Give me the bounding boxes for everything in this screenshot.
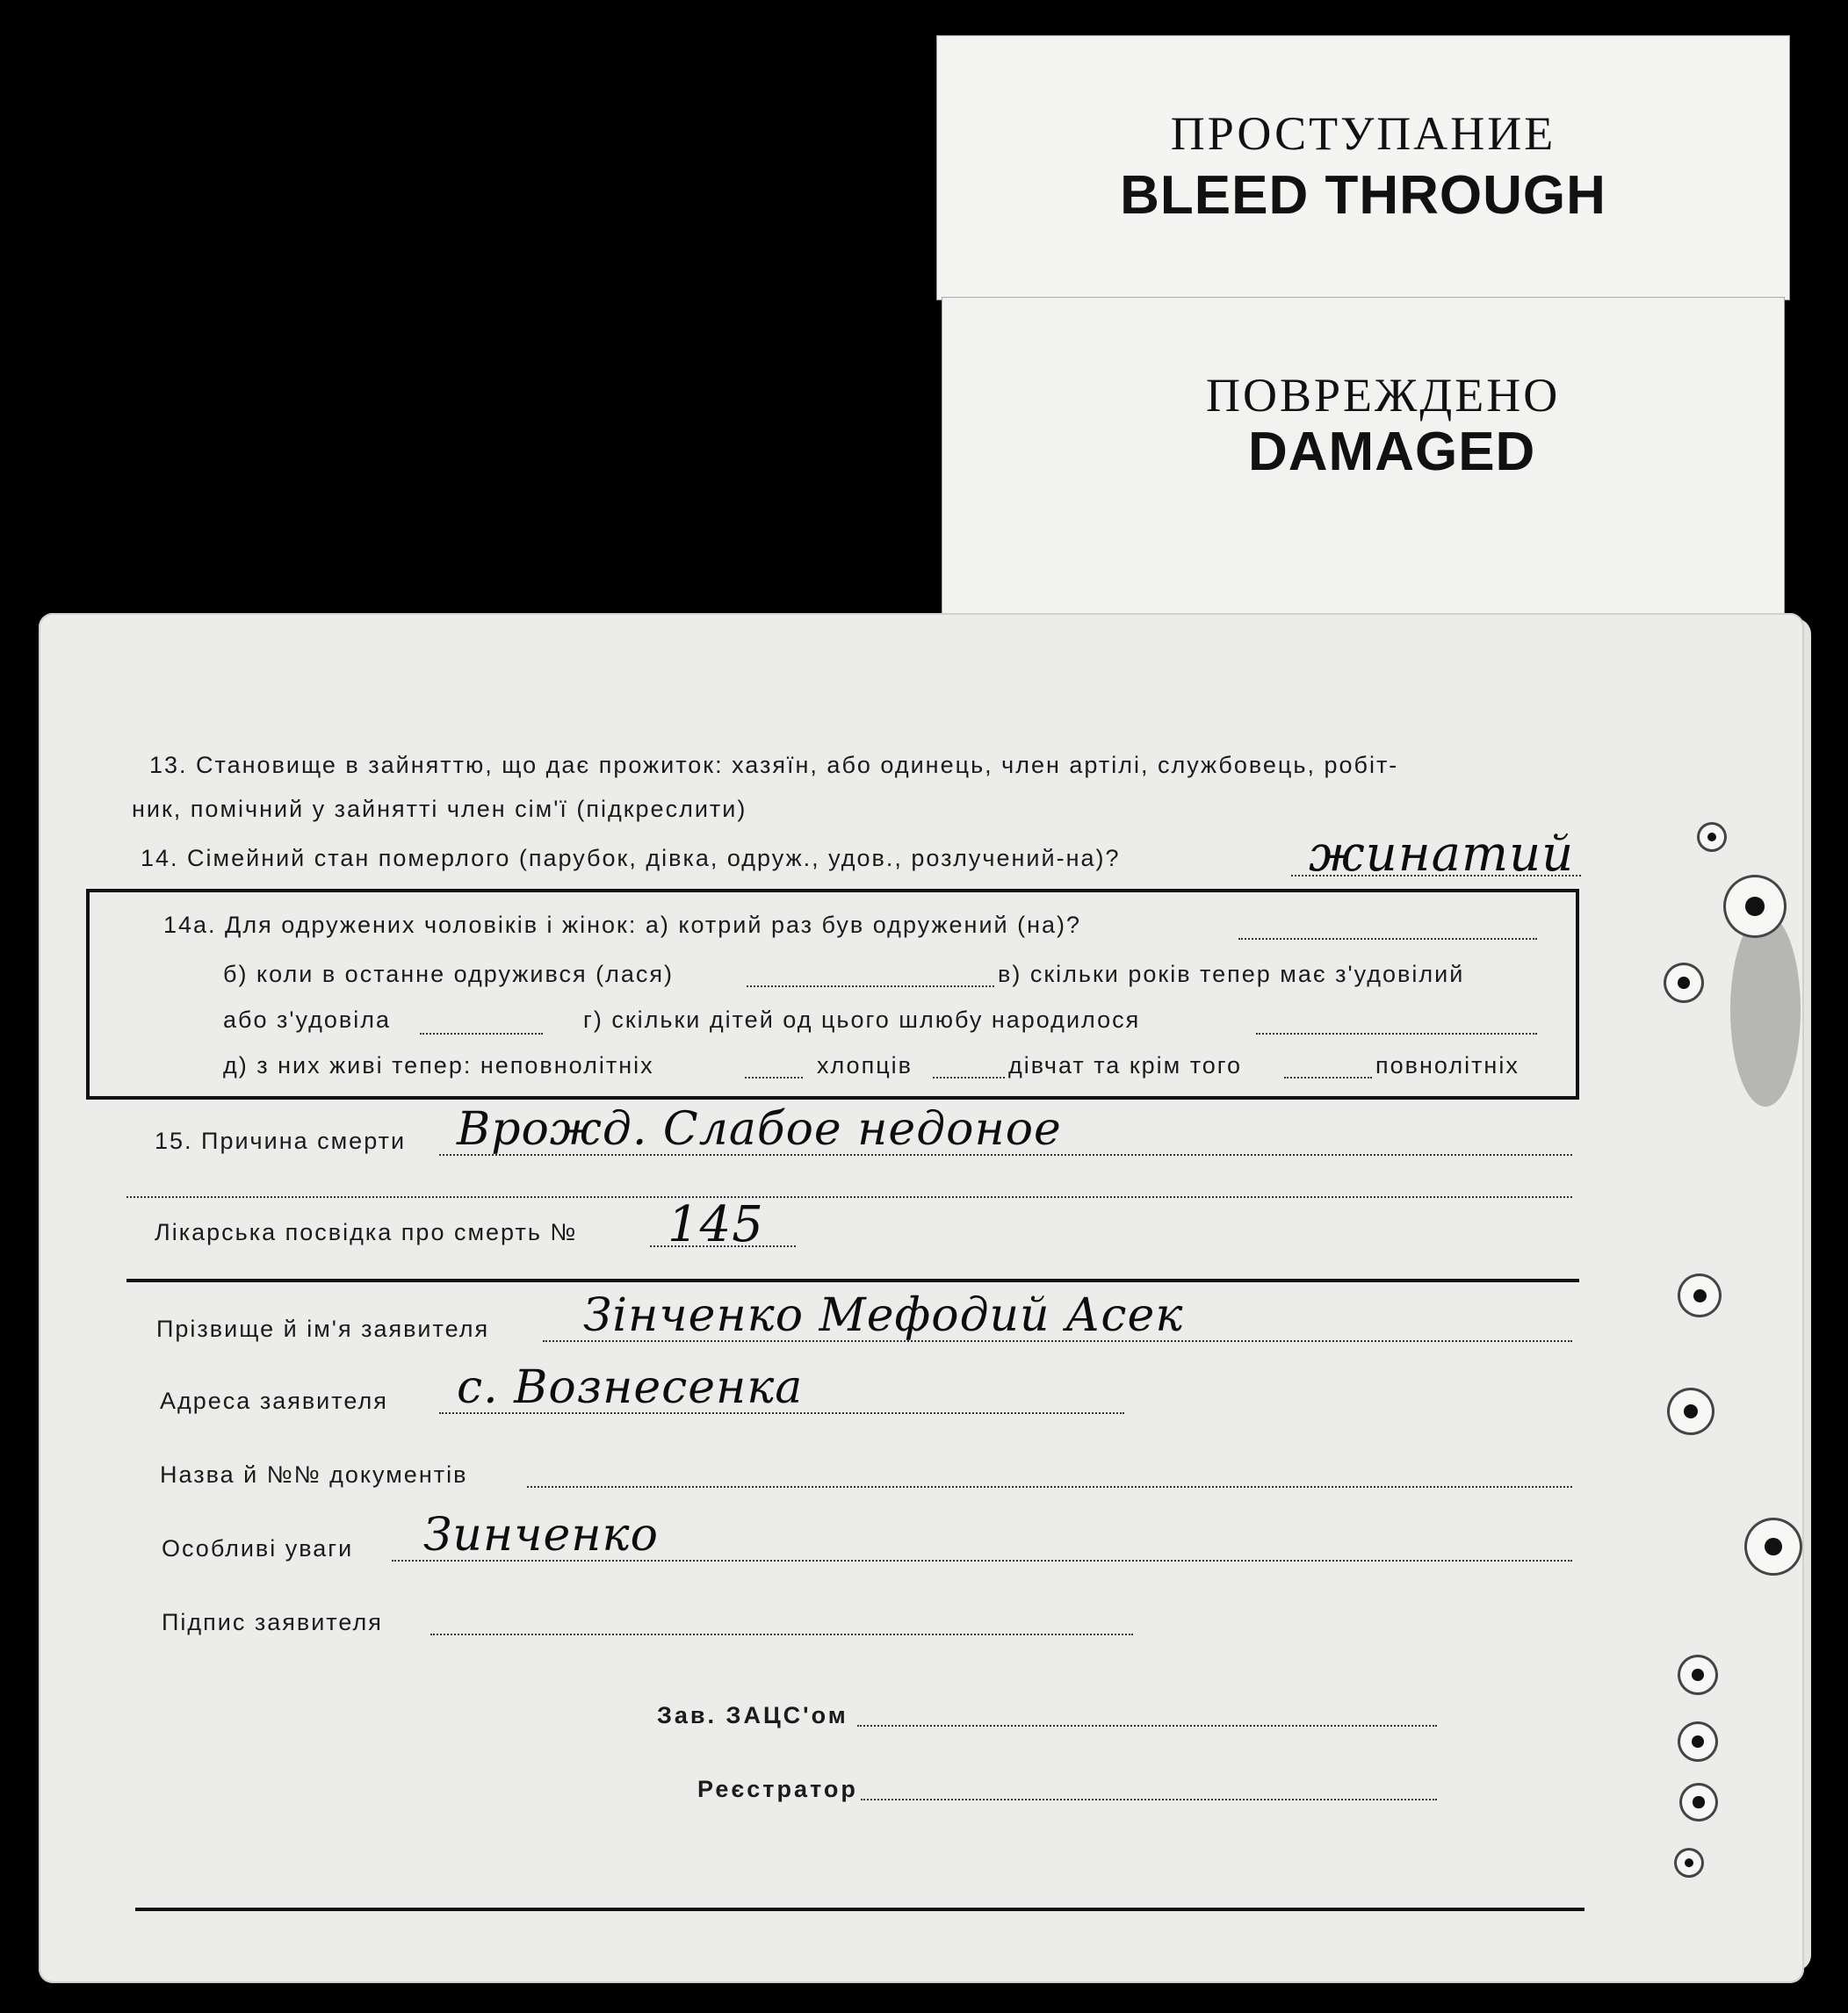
- item14a-field-a: [1238, 938, 1537, 940]
- documents-label: Назва й №№ документів: [160, 1461, 468, 1488]
- item14a-line4c: дівчат та крім того: [1008, 1052, 1243, 1079]
- item15-label: 15. Причина смерти: [155, 1128, 407, 1154]
- item14a-line1: 14а. Для одружених чоловіків і жінок: а) котрий раз був одружений (на)?: [163, 912, 1082, 938]
- damaged-label-ru: ПОВРЕЖДЕНО: [1206, 369, 1561, 422]
- applicant-name-label: Прізвище й ім'я заявителя: [156, 1316, 490, 1342]
- damage-hole: [1678, 1721, 1718, 1762]
- documents-field: [527, 1486, 1572, 1488]
- section-divider-top: [126, 1279, 1579, 1282]
- registrar-label: Реєстратор: [697, 1776, 858, 1802]
- item14a-field-b: [747, 985, 994, 987]
- med-cert-label: Лікарська посвідка про смерть №: [155, 1219, 578, 1245]
- section-divider-bottom: [135, 1908, 1585, 1911]
- registrar-signature-field: [861, 1799, 1437, 1800]
- damage-hole: [1744, 1518, 1802, 1576]
- item14a-line4b: хлопців: [817, 1052, 913, 1079]
- item14a-line3a: або з'удовіла: [223, 1006, 392, 1033]
- item14a-field-g: [1256, 1033, 1537, 1035]
- damaged-label: [942, 297, 1785, 615]
- item14a-line4d: повнолітніх: [1375, 1052, 1520, 1079]
- applicant-signature-label: Підпис заявителя: [162, 1609, 383, 1635]
- item14-value: жинатий: [1309, 826, 1575, 883]
- item15-field-extra: [126, 1196, 1572, 1198]
- damaged-label-en: DAMAGED: [1248, 422, 1536, 482]
- item15-value: Врожд. Слабое недоное: [457, 1103, 1062, 1156]
- damage-stain: [1730, 913, 1801, 1107]
- item13-line2: ник, помічний у зайнятті член сім'ї (підкреслити): [132, 796, 747, 822]
- notes-label: Особливі уваги: [162, 1535, 354, 1562]
- bleed-through-label-ru: ПРОСТУПАНИЕ: [1170, 107, 1556, 160]
- med-cert-value: 145: [668, 1196, 764, 1253]
- item14a-field-d3: [1284, 1077, 1372, 1079]
- head-zags-label: Зав. ЗАЦС'ом: [657, 1702, 848, 1728]
- item14a-line3b: г) скільки дітей од цього шлюбу народилося: [583, 1006, 1141, 1033]
- applicant-signature-field: [430, 1634, 1133, 1635]
- applicant-address-value: с. Вознесенка: [457, 1361, 804, 1414]
- item14a-line4a: д) з них живі тепер: неповнолітніх: [223, 1052, 654, 1079]
- damage-hole: [1674, 1848, 1704, 1878]
- damage-hole: [1697, 822, 1727, 852]
- damage-hole: [1723, 875, 1787, 938]
- damage-hole: [1678, 1655, 1718, 1695]
- item14a-line2b: в) скільки років тепер має з'удовілий: [998, 961, 1465, 987]
- head-zags-signature-field: [857, 1725, 1437, 1727]
- damage-hole: [1678, 1273, 1722, 1317]
- item14a-field-d1: [745, 1077, 803, 1079]
- applicant-name-value: Зінченко Мефодий Асек: [583, 1289, 1184, 1342]
- applicant-address-label: Адреса заявителя: [160, 1388, 388, 1414]
- bleed-through-label: [936, 35, 1790, 300]
- damage-hole: [1664, 963, 1704, 1003]
- damage-hole: [1667, 1388, 1714, 1435]
- damage-hole: [1679, 1783, 1718, 1822]
- item14a-line2a: б) коли в останне одружився (лася): [223, 961, 674, 987]
- item14a-field-d2: [933, 1077, 1005, 1079]
- bleed-through-label-en: BLEED THROUGH: [1120, 165, 1606, 226]
- item14-label: 14. Сімейний стан померлого (парубок, дівка, одруж., удов., розлучений-на)?: [141, 845, 1121, 871]
- notes-value: Зинченко: [423, 1509, 659, 1562]
- item13-line1: 13. Становище в зайняттю, що дає прожиток: хазяїн, або одинець, член артілі, службовець, робіт-: [149, 752, 1399, 778]
- item14a-field-v: [420, 1033, 543, 1035]
